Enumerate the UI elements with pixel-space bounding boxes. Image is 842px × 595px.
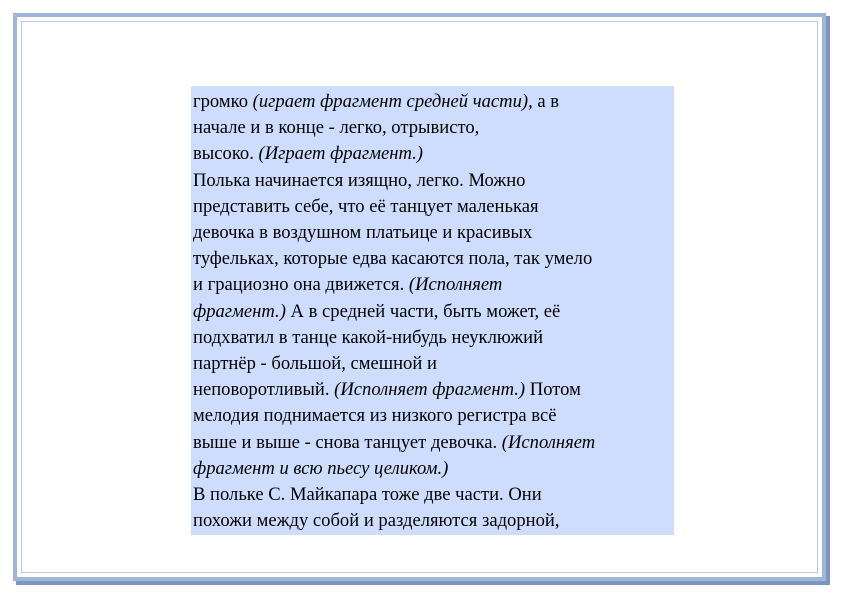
text-run-italic: (Исполняет: [501, 431, 596, 453]
text-line: [193, 272, 674, 298]
text-line: [193, 115, 674, 141]
text-run-italic: фрагмент и всю пьесу целиком.): [193, 457, 449, 479]
text-run: громко: [193, 91, 253, 112]
text-run: Полька начинается изящно, легко. Можно: [193, 169, 526, 191]
text-run: А в средней части, быть может, её: [285, 300, 561, 322]
text-line: [193, 351, 674, 377]
text-line: [193, 377, 674, 403]
text-run: похожи между собой и разделяются задорной,: [193, 510, 560, 532]
text-run-italic: (Исполняет: [408, 274, 503, 296]
slide-frame-shadow-right: [826, 16, 830, 584]
text-line: [193, 220, 674, 246]
text-run: Потом: [525, 379, 581, 401]
text-run-italic: (играет фрагмент средней части),: [252, 91, 533, 112]
text-run: подхватил в танце какой-нибудь неуклюжий: [193, 326, 544, 348]
text-run: В польке С. Майкапара тоже две части. Они: [193, 484, 542, 506]
text-run: а в: [532, 91, 560, 112]
text-run-italic: (Играет фрагмент.): [258, 143, 423, 165]
text-run-italic: фрагмент.): [193, 300, 286, 322]
text-line: [193, 456, 674, 482]
text-run: представить себе, что её танцует маленькая: [193, 195, 539, 217]
text-line: [193, 430, 674, 456]
text-line: [193, 89, 674, 115]
text-run: девочка в воздушном платьице и красивых: [193, 222, 533, 244]
text-line: [193, 299, 674, 325]
text-line: [193, 508, 674, 534]
text-run: начале и в конце - легко, отрывисто,: [193, 117, 480, 139]
text-line: [193, 403, 674, 429]
text-line: [193, 194, 674, 220]
text-run: высоко.: [193, 143, 259, 165]
text-run: мелодия поднимается из низкого регистра всё: [193, 405, 557, 427]
text-run: выше и выше - снова танцует девочка.: [193, 431, 502, 453]
text-run: и грациозно она движется.: [193, 274, 409, 296]
text-run: туфельках, которые едва касаются пола, так умело: [193, 248, 593, 270]
text-line: [193, 141, 674, 167]
slide-frame-shadow-bottom: [16, 581, 830, 585]
text-line: [193, 325, 674, 351]
text-line: [193, 168, 674, 194]
text-line: [193, 482, 674, 508]
text-line: [193, 246, 674, 272]
text-run: партнёр - большой, смешной и: [193, 353, 437, 375]
text-box: [191, 86, 674, 535]
text-run: неповоротливый.: [193, 379, 335, 401]
text-run-italic: (Исполняет фрагмент.): [334, 379, 526, 401]
